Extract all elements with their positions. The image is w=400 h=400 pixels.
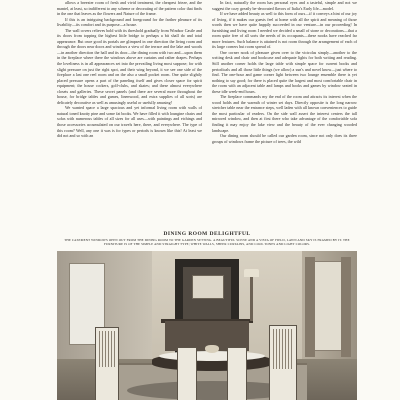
article-column-right [212, 0, 357, 229]
photo-lamp [250, 273, 253, 321]
photo-chair-back [97, 331, 115, 367]
photo-curtain [305, 257, 315, 357]
photo-chair [227, 347, 247, 400]
paragraph: The wall covers relieves bold with its threshold gradually from Windsor Castle and its doors from topping the highest little bridge to perhaps a bit shall do and total appearance. But once good its portals are glimpsed in one direction the living room and through the doors near doors and windows a view of the terrace and the lake and woods—in another direction the hall and its door—the dining room with two and—upon them in the fireplace where there the windows above are curtains and rather drapes. Perhaps the loveliness is in all appearances set into the prevailing living most suppose; for with slight pressure on just the right spot, and their wing beyond, it we see one side of the fireplace a last one reel room and on the also a small pocket room. One quite slightly placed pressure opens a part of the paneling itself and gives closer space for spirit equipment; the house cockers, golf-clubs, and skates; and these almost everywhere closets and galleries. These secret panels (and there are several more throughout the house, for bridge tables and games, linenwood, and extra supplies of all sorts) are delicately decorative as well as amusingly useful or usefully amusing! [57, 27, 202, 105]
paragraph: allows a breezier room of fresh and vivid treatment, the cheapest frieze, and the mantel, at least, so indifferent to any scheme or decorating of the pattern color that finds in the one that leaves as the flowers and Nature of the frame. [57, 0, 202, 17]
article-body [57, 0, 357, 229]
paragraph: Our dining room should be called our garden room, since not only does its three groups of windows frame the picture of trees, the wild [212, 133, 357, 144]
photo-bowl [205, 345, 219, 353]
photo-mirror [192, 275, 224, 299]
paragraph: The fireplace commands my the end of the room and attracts its interest when the wood holds and the warmth of winter set days. Directly opposite is the long narrow stretcher table near the entrance steps, well laden with all known conveniences to guide the most particular of readers. On the side wall assert the interest centers the tall mirrored window, and then at first there who take advantage of the comfortable sofa finding it may enjoy the lake view and the beauty of the ever changing wooded landscape. [212, 94, 357, 133]
paragraph: In fact, naturally the room has personal eyes and a tasteful, simple and not we suggest the cozy greatly be-decorated flavors of Italia's Early life—model. [212, 0, 357, 11]
photo-curtain [341, 257, 351, 357]
paragraph: If this is an intriguing background and foreground for the farther pleasure of its livability—its comfort and its purpose—a house. [57, 16, 202, 28]
paragraph: If we have added beauty as well to this form of ours—if it conveys a hint of our joy of living, if it makes our guests feel at home with all the spirit and meaning of those words then we have quite happily succeeded in our venture—in our proceeding! In furnishing and living room I needed we decided a small of stone or decorations—that a room quite free of all sorts the needs of its occupants—these nooks have reached far more features. Such balance is attained is not room through the arrangement of each of its large corners but room spread of. [212, 11, 357, 50]
photo-heading: DINING ROOM DELIGHTFUL [163, 231, 251, 237]
dining-room-photo [57, 251, 357, 400]
paragraph: One corner nook of pleasure given over to the victrolas simply—another to the writing desk and chair and bookcase and adequate lights for both writing and reading. Still another corner holds the large table with simple space for current books and periodicals and all those little things (we allow) a sun's and novel know—just where to find. The one-hour and game corner light between two lounge ensemble there is yet nothing to say good; for there is placed quite the largest and most comfortable chair in the room with an adjacent table and lamps and books and games by window seated in these idle week-end hours. [212, 49, 357, 94]
photo-chair [177, 347, 197, 400]
photo-chair-back [271, 329, 293, 369]
paragraph: We wanted space a large spacious and yet informal living room with walls of natural toned knotty pine and some fat books. We have filled it with loungine chairs and sofas with numerous tables of all sizes for all uses—with paintings and etchings and those accessories accumulated on our travels here, there, and everywhere. The type of this room? Well, any one it was is for types or periods is known like this! At least we did not and so with an [57, 105, 202, 139]
article-column-left [57, 0, 202, 229]
photo-lamp-shade [244, 269, 259, 277]
photo-caption: THE CASEMENT WINDOWS OPEN OUT FROM THE DINING ROOM TO THE GARDEN SETTING. A BEAUTIFUL SCENE AND A VISTA OF FIELD, LAWN AND SKY IS FRAMED BY IT. THE FURNITURE IS OF THE SIMPLE AND STRAIGHT TYPE; WHITE WALLS, SHEER CURTAINS, AND COOL TONES AND LIGHT COLORS. [64, 238, 350, 247]
